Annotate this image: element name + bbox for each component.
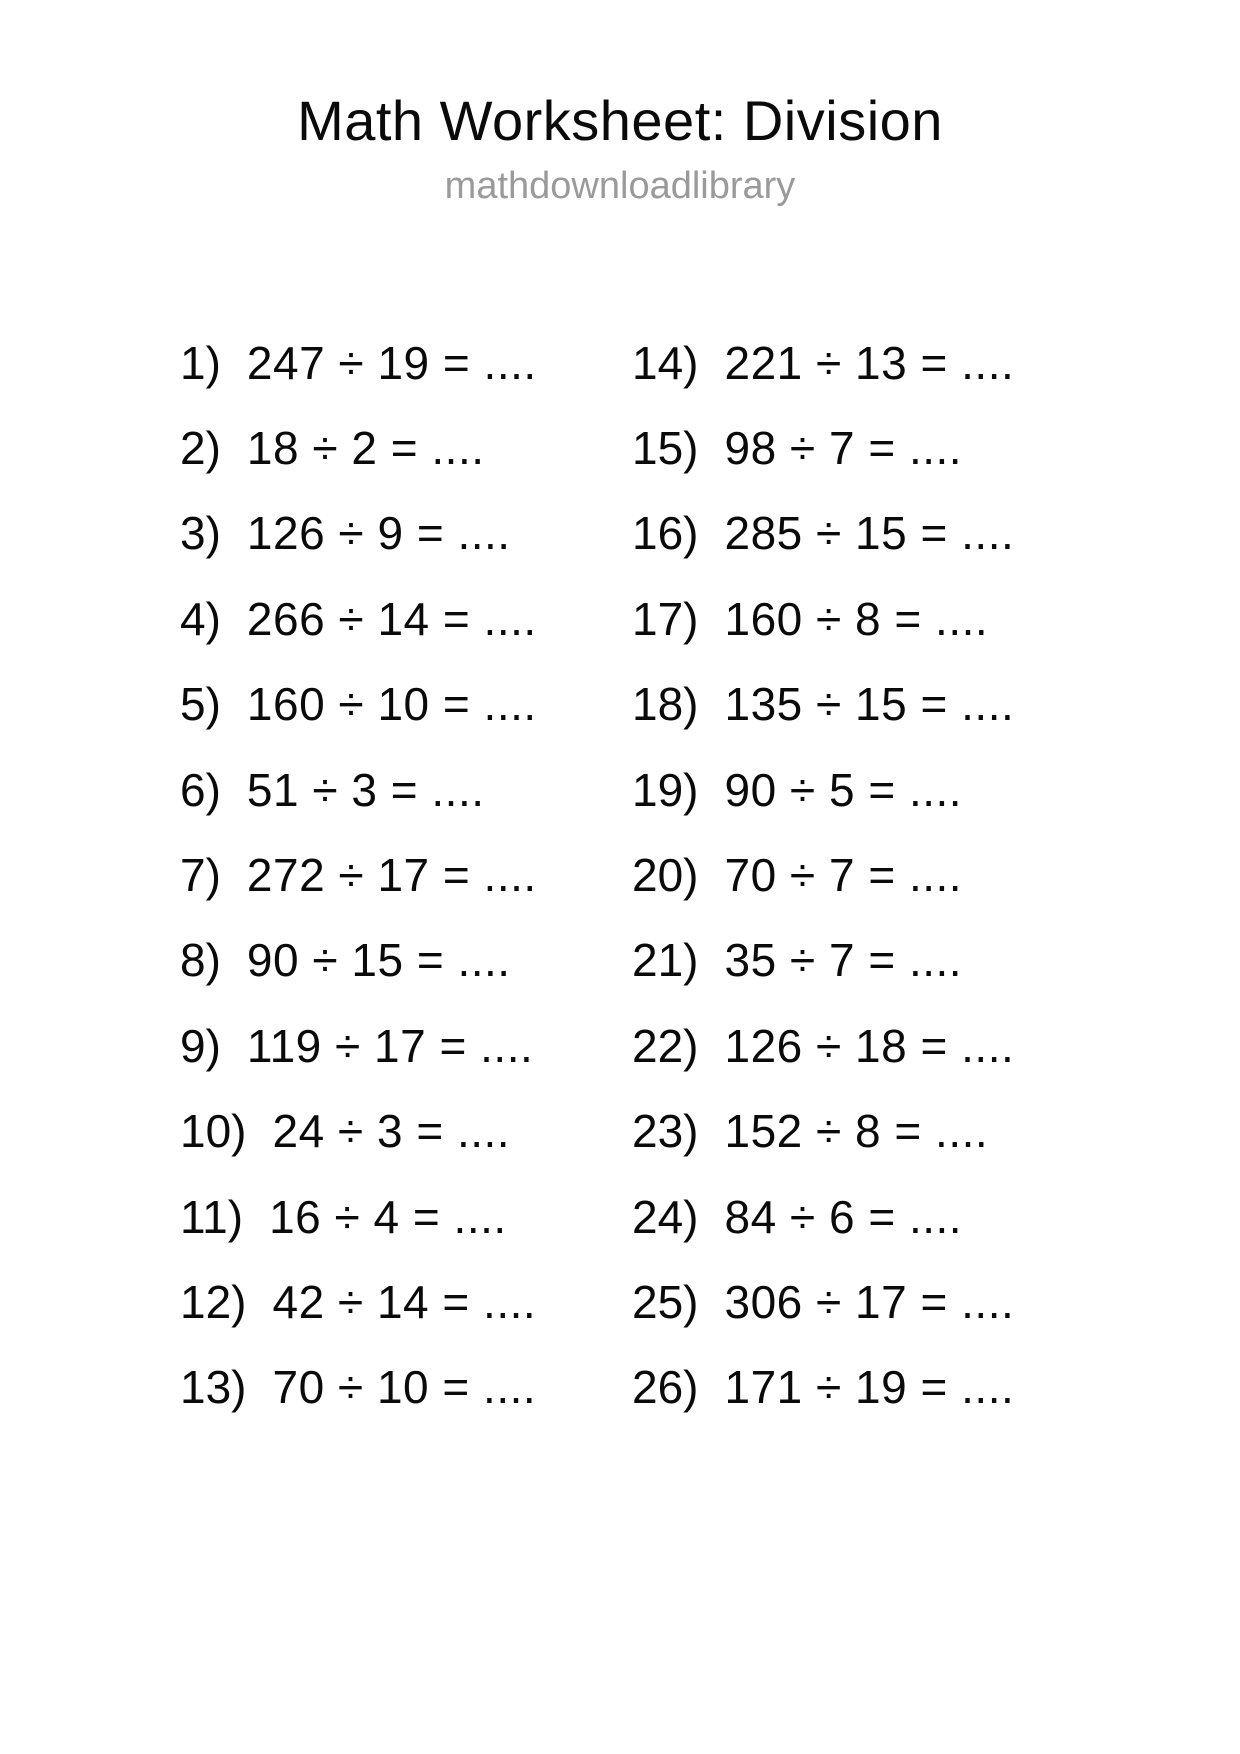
problem-expression: 70 ÷ 10 = .... [272,1361,537,1414]
problem-row [632,1089,1084,1174]
problem-number: 17) [632,592,699,645]
problem-number: 20) [632,849,699,902]
problem-row [180,918,632,1003]
problem-expression: 272 ÷ 17 = .... [246,849,537,902]
problem-row [632,918,1084,1003]
problem-expression: 35 ÷ 7 = .... [724,934,963,987]
problem-row [180,405,632,490]
problem-expression: 306 ÷ 17 = .... [724,1275,1015,1328]
problem-expression: 266 ÷ 14 = .... [246,592,537,645]
problem-expression: 247 ÷ 19 = .... [246,336,537,389]
problem-number: 2) [180,422,221,475]
problem-row [632,1259,1084,1344]
problems-column-right [632,320,1084,1430]
problem-number: 18) [632,678,699,731]
problem-number: 19) [632,763,699,816]
problem-row [632,1174,1084,1259]
problem-number: 1) [180,336,221,389]
problem-row [632,832,1084,917]
problem-number: 9) [180,1019,221,1072]
worksheet-header [0,0,1240,208]
problem-number: 15) [632,422,699,475]
problem-expression: 135 ÷ 15 = .... [724,678,1015,731]
problem-row [180,747,632,832]
problem-row [180,1174,632,1259]
problem-number: 7) [180,849,221,902]
problem-number: 4) [180,592,221,645]
page-title: Math Worksheet: Division [297,89,943,152]
problem-row [632,405,1084,490]
problem-expression: 90 ÷ 5 = .... [724,763,963,816]
problem-row [632,662,1084,747]
problem-row [180,320,632,405]
problem-number: 8) [180,934,221,987]
problem-row [180,1345,632,1430]
problem-number: 3) [180,507,221,560]
problem-row [180,1259,632,1344]
problem-row [180,662,632,747]
problem-expression: 70 ÷ 7 = .... [724,849,963,902]
problem-expression: 84 ÷ 6 = .... [724,1190,963,1243]
problem-row [632,1345,1084,1430]
problem-expression: 126 ÷ 18 = .... [724,1019,1015,1072]
problem-number: 16) [632,507,699,560]
problems-column-left [180,320,632,1430]
problem-row [180,832,632,917]
problem-row [180,576,632,661]
problem-expression: 42 ÷ 14 = .... [272,1275,537,1328]
problem-row [632,1003,1084,1088]
problem-expression: 160 ÷ 10 = .... [246,678,537,731]
problem-number: 10) [180,1105,247,1158]
problem-number: 14) [632,336,699,389]
problem-number: 11) [180,1190,244,1243]
problem-expression: 152 ÷ 8 = .... [724,1105,989,1158]
problem-expression: 51 ÷ 3 = .... [246,763,485,816]
problem-number: 22) [632,1019,699,1072]
problem-expression: 90 ÷ 15 = .... [246,934,511,987]
problem-number: 5) [180,678,221,731]
problem-number: 12) [180,1275,247,1328]
problem-expression: 221 ÷ 13 = .... [724,336,1015,389]
problem-expression: 126 ÷ 9 = .... [246,507,511,560]
problem-expression: 171 ÷ 19 = .... [724,1361,1015,1414]
problem-row [180,1089,632,1174]
problem-expression: 24 ÷ 3 = .... [272,1105,511,1158]
problems-area [0,320,1240,1430]
problem-number: 26) [632,1361,699,1414]
problem-expression: 119 ÷ 17 = .... [246,1019,534,1072]
problem-number: 23) [632,1105,699,1158]
problem-expression: 18 ÷ 2 = .... [246,422,485,475]
problem-row [632,491,1084,576]
problem-expression: 98 ÷ 7 = .... [724,422,963,475]
problem-expression: 160 ÷ 8 = .... [724,592,989,645]
problem-row [632,320,1084,405]
problem-number: 6) [180,763,221,816]
problem-row [632,576,1084,661]
problem-expression: 285 ÷ 15 = .... [724,507,1015,560]
problem-number: 25) [632,1275,699,1328]
problem-row [632,747,1084,832]
page-subtitle: mathdownloadlibrary [444,165,796,207]
problem-row [180,491,632,576]
problem-row [180,1003,632,1088]
problem-number: 24) [632,1190,699,1243]
problem-number: 21) [632,934,699,987]
problem-expression: 16 ÷ 4 = .... [269,1190,507,1243]
problem-number: 13) [180,1361,247,1414]
